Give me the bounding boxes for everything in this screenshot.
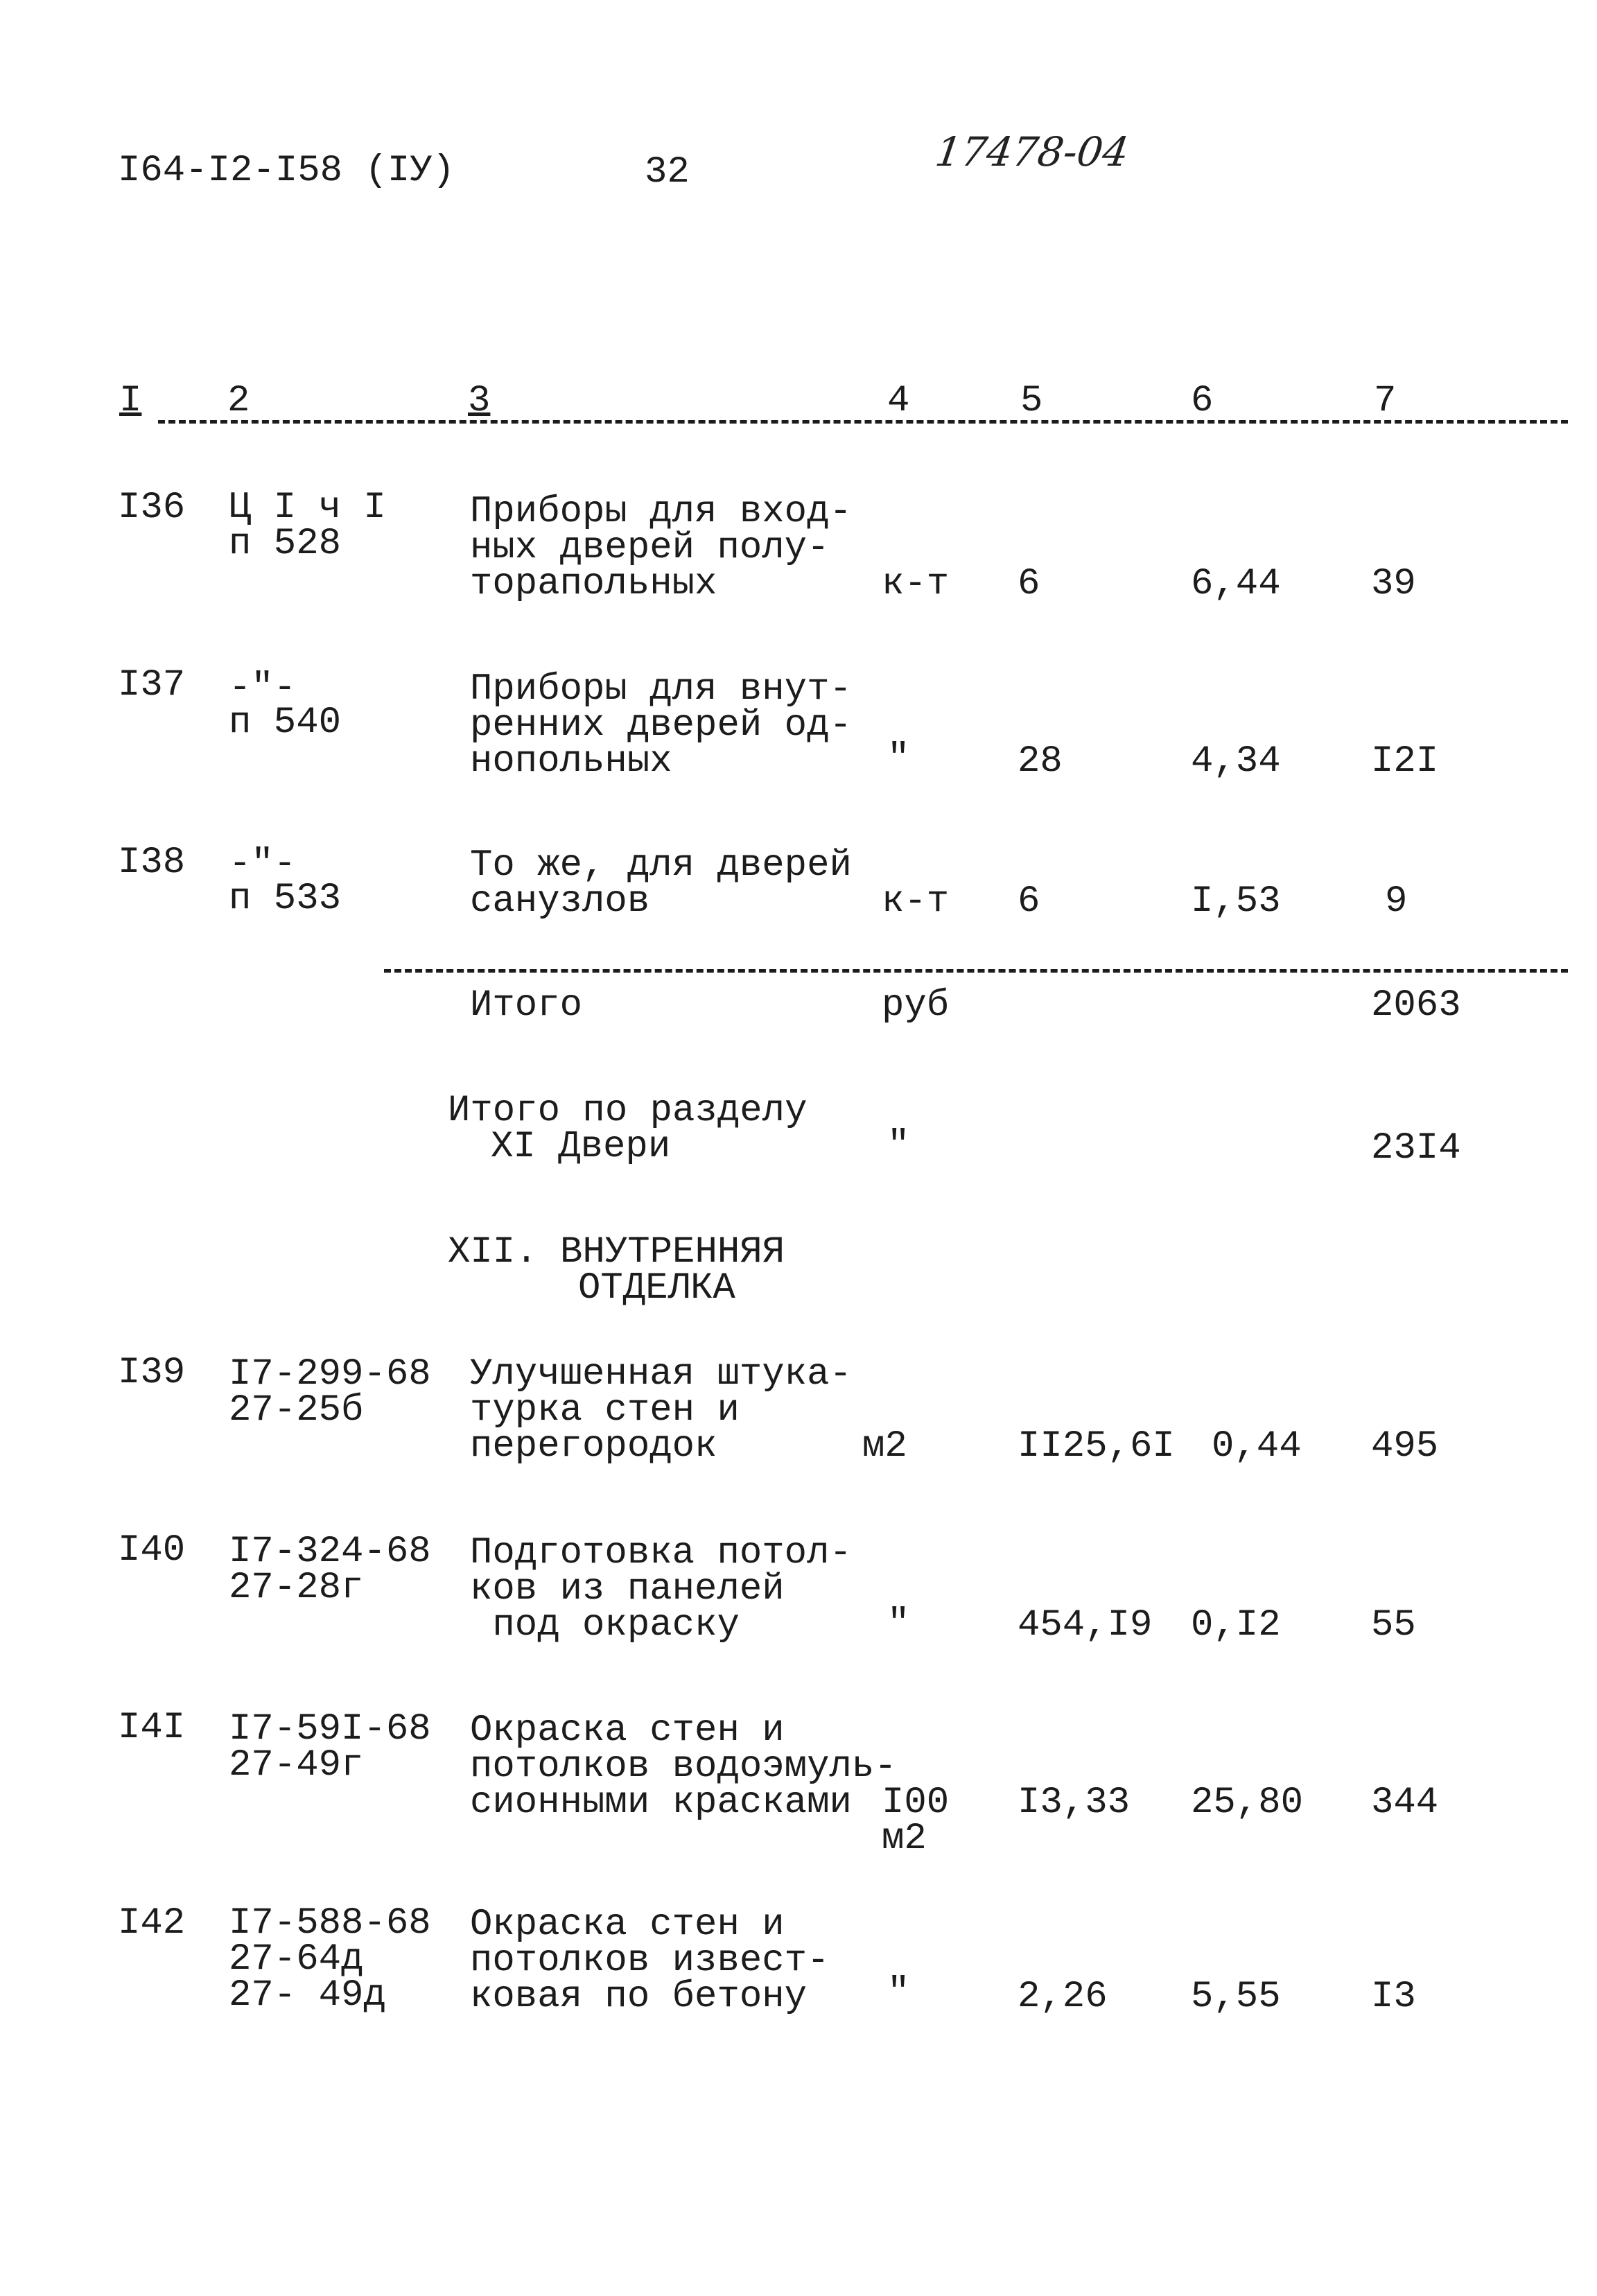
section-total-unit: " bbox=[887, 1124, 910, 1167]
total-cost: 495 bbox=[1371, 1425, 1439, 1468]
row-number: I38 bbox=[118, 842, 186, 884]
item-description: потолков водоэмуль- bbox=[470, 1746, 897, 1788]
subtotal-value: 2063 bbox=[1371, 984, 1461, 1027]
total-cost: 344 bbox=[1371, 1782, 1439, 1824]
total-cost: 55 bbox=[1371, 1604, 1416, 1646]
quantity: I3,33 bbox=[1018, 1782, 1131, 1824]
item-description: Приборы для вход- bbox=[470, 491, 852, 533]
norm-code: I7-588-68 bbox=[229, 1902, 431, 1945]
column-number: 7 bbox=[1374, 380, 1397, 422]
subtotal-divider bbox=[384, 969, 1568, 973]
item-description: турка стен и bbox=[470, 1389, 740, 1432]
item-description: Подготовка потол- bbox=[470, 1532, 852, 1574]
item-description: ковая по бетону bbox=[470, 1976, 808, 2018]
item-description: перегородок bbox=[470, 1425, 717, 1468]
row-number: I36 bbox=[118, 487, 186, 529]
norm-code: I7-59I-68 bbox=[229, 1708, 431, 1750]
page-number: 32 bbox=[645, 151, 690, 193]
unit-price: 0,44 bbox=[1212, 1425, 1302, 1468]
document-code: I64-I2-I58 (IУ) bbox=[118, 150, 455, 192]
norm-code: п 540 bbox=[229, 702, 342, 744]
unit: " bbox=[887, 1972, 910, 2014]
unit: к-т bbox=[882, 563, 950, 605]
quantity: 6 bbox=[1018, 880, 1040, 923]
row-number: I37 bbox=[118, 664, 186, 706]
total-cost: I3 bbox=[1371, 1976, 1416, 2018]
item-description: Окраска стен и bbox=[470, 1904, 785, 1946]
section-total-value: 23I4 bbox=[1371, 1127, 1461, 1169]
norm-code: I7-299-68 bbox=[229, 1353, 431, 1395]
unit-price: 5,55 bbox=[1191, 1976, 1281, 2018]
norm-code: 27- 49д bbox=[229, 1974, 386, 2017]
row-number: I39 bbox=[118, 1352, 186, 1394]
norm-code: 27-49г bbox=[229, 1744, 364, 1786]
unit: к-т bbox=[882, 880, 950, 923]
item-description: торапольных bbox=[470, 563, 717, 605]
column-number: 3 bbox=[468, 380, 491, 422]
unit-price: I,53 bbox=[1191, 880, 1281, 923]
norm-code: -"- bbox=[229, 667, 297, 709]
norm-code: 27-28г bbox=[229, 1567, 364, 1609]
item-description: То же, для дверей bbox=[470, 844, 852, 887]
unit-price: 6,44 bbox=[1191, 563, 1281, 605]
unit: м2 bbox=[862, 1425, 907, 1468]
norm-code: I7-324-68 bbox=[229, 1531, 431, 1573]
item-description: санузлов bbox=[470, 880, 650, 923]
row-number: I42 bbox=[118, 1902, 186, 1945]
norm-code: 27-25б bbox=[229, 1389, 364, 1432]
subtotal-unit: руб bbox=[882, 984, 950, 1027]
item-description: ренних дверей од- bbox=[470, 704, 852, 747]
item-description: Улучшенная штука- bbox=[470, 1353, 852, 1395]
subtotal-label: Итого bbox=[470, 984, 583, 1027]
row-number: I4I bbox=[118, 1707, 186, 1749]
header-divider bbox=[158, 420, 1568, 424]
unit: " bbox=[887, 738, 910, 780]
norm-code: п 528 bbox=[229, 523, 342, 565]
quantity: 28 bbox=[1018, 740, 1063, 783]
item-description: сионными красками bbox=[470, 1782, 852, 1824]
unit-price: 0,I2 bbox=[1191, 1604, 1281, 1646]
norm-code: п 533 bbox=[229, 878, 342, 920]
section-title: XII. ВНУТРЕННЯЯ bbox=[448, 1231, 785, 1273]
total-cost: 39 bbox=[1371, 563, 1416, 605]
row-number: I40 bbox=[118, 1529, 186, 1572]
total-cost: 9 bbox=[1385, 880, 1408, 923]
unit: I00 bbox=[882, 1782, 950, 1824]
quantity: 2,26 bbox=[1018, 1976, 1108, 2018]
handwritten-number: 17478-04 bbox=[932, 128, 1132, 175]
unit: м2 bbox=[882, 1818, 927, 1860]
total-cost: I2I bbox=[1371, 740, 1439, 783]
item-description: ков из панелей bbox=[470, 1568, 785, 1610]
item-description: ных дверей полу- bbox=[470, 527, 830, 569]
column-number: I bbox=[119, 380, 142, 422]
item-description: Окраска стен и bbox=[470, 1710, 785, 1752]
column-number: 5 bbox=[1020, 380, 1043, 422]
section-total-label: Итого по разделу bbox=[448, 1090, 808, 1132]
item-description: потолков извест- bbox=[470, 1940, 830, 1982]
unit: " bbox=[887, 1603, 910, 1645]
column-number: 6 bbox=[1191, 380, 1214, 422]
quantity: 454,I9 bbox=[1018, 1604, 1153, 1646]
norm-code: -"- bbox=[229, 843, 297, 885]
norm-code: Ц I ч I bbox=[229, 487, 386, 529]
unit-price: 25,80 bbox=[1191, 1782, 1304, 1824]
norm-code: 27-64д bbox=[229, 1938, 364, 1981]
column-number: 2 bbox=[227, 380, 250, 422]
quantity: 6 bbox=[1018, 563, 1040, 605]
item-description: под окраску bbox=[470, 1604, 740, 1646]
column-number: 4 bbox=[887, 380, 910, 422]
unit-price: 4,34 bbox=[1191, 740, 1281, 783]
section-total-label: XI Двери bbox=[491, 1126, 671, 1168]
item-description: нопольных bbox=[470, 740, 672, 783]
item-description: Приборы для внут- bbox=[470, 668, 852, 711]
section-title: ОТДЕЛКА bbox=[578, 1267, 735, 1310]
quantity: II25,6I bbox=[1018, 1425, 1175, 1468]
